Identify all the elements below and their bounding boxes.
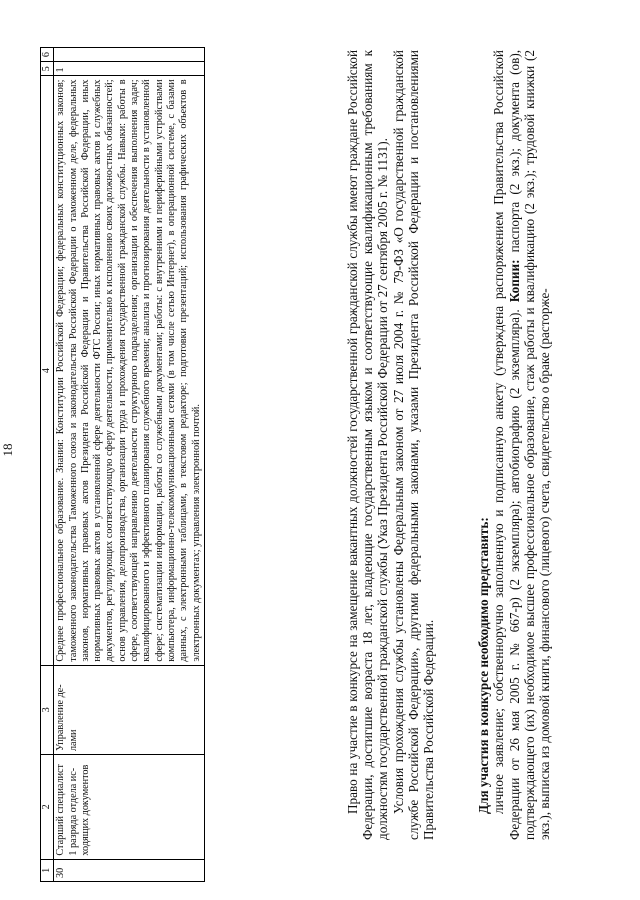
qualification-requirements: Среднее профессиональное образование. Знания: Конституции Российской Федерации; федеральных конституционных законов; таможенного законодательства Таможенного союза и законодательства Российской Федерации о таможенном деле, федеральных законов, нормативных правовых актов Президента Российской Федерации и Правительства Российской Федерации, иных нормативных правовых актов в установленной сфере деятельности ФТС России; иных нормативных правовых актов и служебных документов, регулирующих соответствующую сферу деятельности, применительно к исполнению своих должностных обязанностей; основ управления, делопроизводства, организации труда и прохождения государственной гражданской службы. Навыки: работы в сфере, соответствующей направлению деятельности структурного подразделения; организации и обеспечения выполнения задач; квалифицированного и эффективного планирования служебного времени; анализа и прогнозирования деятельности в установленной сфере; систематизации информации, работы со служебными документами; работы: с внутренними и периферийными устройствами компьютера, информационно-телекоммуникационными сетями (в том числе сетью Интернет), в операционной системе, с базами данных, с электронными таблицами, в текстовом редакторе; подготовки презентаций; использования графических объектов в электронных документах; управления электронной почтой. xyxy=(54,76,205,665)
table-row xyxy=(54,48,205,882)
col-header-5: 5 xyxy=(41,62,54,76)
col-header-3: 3 xyxy=(41,665,54,754)
documents-list-part-1: личное заявление; собственноручно заполненную и подписанную анкету (утверждена распоряжением Правительства Российской Федерации от 26 мая 2005 г. № 667-р) (2 экземпляра); автобиографию (2 экземпляра). xyxy=(491,50,522,840)
position-title: Старший специалист 1 разряда отдела ис-ходящих документов xyxy=(54,755,205,860)
documents-heading: Для участия в конкурсе необходимо представить: xyxy=(476,517,492,814)
document-body xyxy=(345,50,552,840)
col6-cell xyxy=(54,48,205,62)
row-number: 30 xyxy=(54,859,205,881)
col-header-2: 2 xyxy=(41,755,54,860)
col-header-6: 6 xyxy=(41,48,54,62)
vacancy-table xyxy=(40,47,205,882)
eligibility-paragraph: Право на участие в конкурсе на замещение вакантных должностей государственной гражданской службы имеют граждане Российской Федерации, достигшие возраста 18 лет, владеющие государственным языком и соответствующие квалификационным требованиям к должностям государственной гражданской службы (Указ Президента Российской Федерации от 27 сентября 2005 г. № 1131). xyxy=(345,50,391,840)
documents-list-paragraph xyxy=(491,50,552,840)
copies-label: Копии: xyxy=(506,259,522,303)
service-conditions-paragraph: Условия прохождения службы установлены Федеральным законом от 27 июля 2004 г. № 79-ФЗ «О государственной гражданской службе Российской Федерации», другими федеральными законами, указами Президента Российской Федерации и постановлениями Правительства Российской Федерации. xyxy=(390,50,437,840)
col-header-4: 4 xyxy=(41,76,54,665)
documents-list-part-2: паспорта (2 экз.); документа (ов), подтверждающего (их) необходимое высшее профессиональное образование, стаж работы и квалификацию (2 экз.); трудовой книжки (2 экз.), выписка из домовой книги, финансового (лицевого) счета, свидетельство о браке (расторже- xyxy=(506,49,553,840)
page-number: 18 xyxy=(0,443,15,457)
department: Управление де-лами xyxy=(54,665,205,754)
table-header-row xyxy=(41,48,54,882)
vacancy-count: 1 xyxy=(54,62,205,76)
col-header-1: 1 xyxy=(41,859,54,881)
